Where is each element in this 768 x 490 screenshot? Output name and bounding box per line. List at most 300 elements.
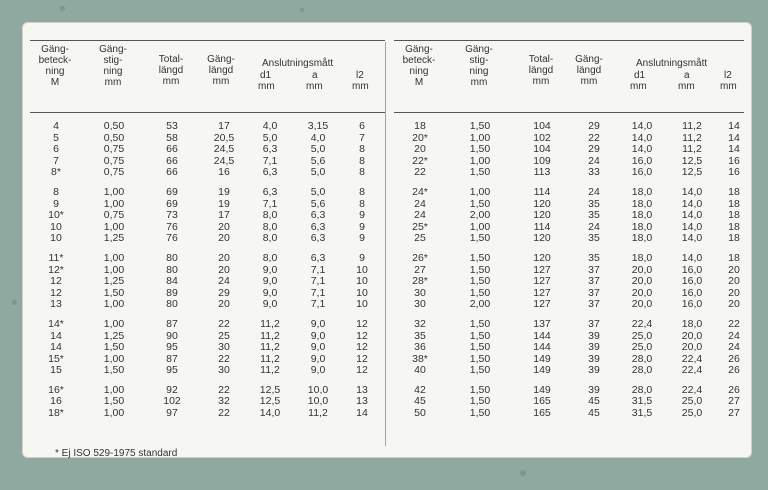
table-cell: 4,0 xyxy=(262,120,278,132)
col-header-total: Total- längd mm xyxy=(528,54,554,87)
table-cell: 35 xyxy=(588,232,600,245)
table-cell: 120 xyxy=(533,209,551,222)
table-cell: 7,1 xyxy=(262,197,278,210)
table-row xyxy=(30,143,385,155)
table-cell: 5,0 xyxy=(310,185,326,198)
table-cell: 14 xyxy=(50,341,62,354)
table-cell: 32 xyxy=(218,395,230,408)
table-row xyxy=(394,232,744,244)
table-cell: 6,3 xyxy=(262,143,278,156)
table-cell: 14,0 xyxy=(631,131,653,144)
table-cell: 53 xyxy=(166,120,178,132)
table-cell: 11,2 xyxy=(682,120,702,132)
table-cell: 39 xyxy=(588,352,600,365)
table-cell: 8,0 xyxy=(262,251,278,264)
table-cell: 9,0 xyxy=(310,329,326,342)
table-cell: 102 xyxy=(163,395,181,408)
table-cell: 66 xyxy=(166,166,178,179)
row-group xyxy=(394,384,744,419)
table-row xyxy=(30,384,385,396)
table-cell: 8 xyxy=(359,166,365,179)
row-group xyxy=(30,186,385,244)
table-cell: 120 xyxy=(533,197,551,210)
table-cell: 1,25 xyxy=(103,275,125,288)
table-cell: 10* xyxy=(48,209,64,222)
table-cell: 8,0 xyxy=(262,232,278,245)
table-cell: 18,0 xyxy=(631,220,653,233)
table-cell: 20,0 xyxy=(631,286,653,299)
table-cell: 1,50 xyxy=(103,286,125,299)
table-cell: 24 xyxy=(414,197,426,210)
table-cell: 15 xyxy=(50,364,62,377)
table-cell: 16 xyxy=(50,395,62,408)
table-cell: 27 xyxy=(728,395,740,408)
header-rule-top xyxy=(394,40,744,41)
table-cell: 11* xyxy=(48,251,64,264)
table-cell: 97 xyxy=(166,407,178,420)
table-cell: 1,50 xyxy=(469,166,491,179)
table-cell: 10 xyxy=(50,220,62,233)
table-cell: 20,0 xyxy=(681,341,703,354)
table-cell: 10 xyxy=(356,298,368,311)
table-cell: 6,3 xyxy=(310,232,326,245)
table-cell: 24 xyxy=(588,185,600,198)
table-cell: 9 xyxy=(359,251,365,264)
table-cell: 24 xyxy=(588,154,600,167)
table-cell: 19 xyxy=(218,197,230,210)
table-cell: 1,00 xyxy=(103,383,125,396)
table-cell: 22 xyxy=(728,317,740,330)
table-cell: 39 xyxy=(588,329,600,342)
row-group xyxy=(30,120,385,178)
table-cell: 9 xyxy=(359,209,365,222)
table-cell: 8 xyxy=(359,143,365,156)
table-cell: 120 xyxy=(533,251,551,264)
table-cell: 22 xyxy=(588,131,600,144)
table-cell: 37 xyxy=(588,263,600,276)
table-cell: 1,50 xyxy=(469,317,491,330)
table-cell: 20* xyxy=(412,131,428,144)
table-cell: 16,0 xyxy=(681,286,703,299)
table-row xyxy=(394,407,744,419)
table-cell: 14,0 xyxy=(681,220,703,233)
table-cell: 12,5 xyxy=(259,383,281,396)
table-row xyxy=(394,330,744,342)
table-cell: 69 xyxy=(166,185,178,198)
table-cell: 35 xyxy=(588,197,600,210)
table-row xyxy=(394,120,744,132)
table-cell: 12,5 xyxy=(259,395,281,408)
table-cell: 6 xyxy=(53,143,59,156)
table-cell: 14 xyxy=(50,329,62,342)
table-cell: 16* xyxy=(48,383,64,396)
table-cell: 90 xyxy=(166,329,178,342)
table-cell: 12 xyxy=(356,364,368,377)
col-header-ansl: Anslutningsmått xyxy=(636,58,708,69)
table-row xyxy=(394,353,744,365)
table-row xyxy=(30,364,385,376)
table-cell: 1,50 xyxy=(103,395,125,408)
table-cell: 4 xyxy=(53,120,59,132)
table-cell: 6 xyxy=(359,120,365,132)
table-cell: 73 xyxy=(166,209,178,222)
table-cell: 113 xyxy=(533,166,551,179)
row-group xyxy=(30,384,385,419)
table-row xyxy=(30,132,385,144)
table-cell: 18,0 xyxy=(631,197,653,210)
table-cell: 20 xyxy=(218,251,230,264)
table-cell: 14,0 xyxy=(681,251,703,264)
table-cell: 1,50 xyxy=(469,120,491,132)
table-cell: 7,1 xyxy=(310,263,326,276)
table-row xyxy=(30,353,385,365)
table-cell: 12 xyxy=(356,329,368,342)
unit-l2: mm xyxy=(352,81,369,92)
row-group xyxy=(394,120,744,178)
table-cell: 38* xyxy=(412,352,428,365)
table-cell: 10,0 xyxy=(307,395,329,408)
table-cell: 9,0 xyxy=(310,317,326,330)
table-cell: 37 xyxy=(588,317,600,330)
table-cell: 11,2 xyxy=(308,407,328,420)
table-row xyxy=(30,186,385,198)
table-cell: 13 xyxy=(356,395,368,408)
table-cell: 9 xyxy=(359,220,365,233)
table-cell: 25,0 xyxy=(681,407,703,420)
table-cell: 32 xyxy=(414,317,426,330)
table-cell: 2,00 xyxy=(469,209,491,222)
row-group xyxy=(394,252,744,310)
table-row xyxy=(394,275,744,287)
col-header-thread: Gäng- längd mm xyxy=(207,54,235,87)
table-cell: 31,5 xyxy=(631,395,653,408)
table-cell: 14,0 xyxy=(631,120,653,132)
table-cell: 1,00 xyxy=(103,298,125,311)
table-cell: 127 xyxy=(533,275,551,288)
table-cell: 18* xyxy=(48,407,64,420)
table-cell: 10 xyxy=(356,286,368,299)
table-cell: 8 xyxy=(53,185,59,198)
table-cell: 84 xyxy=(166,275,178,288)
table-cell: 18,0 xyxy=(631,232,653,245)
table-cell: 1,50 xyxy=(103,341,125,354)
table-cell: 18 xyxy=(728,209,740,222)
table-cell: 29 xyxy=(218,286,230,299)
table-cell: 25,0 xyxy=(681,395,703,408)
table-cell: 127 xyxy=(533,286,551,299)
table-cell: 144 xyxy=(533,329,551,342)
table-cell: 1,50 xyxy=(469,364,491,377)
table-row xyxy=(394,209,744,221)
unit-a: mm xyxy=(678,81,695,92)
table-cell: 20 xyxy=(218,298,230,311)
table-cell: 11,2 xyxy=(260,329,280,342)
table-cell: 26 xyxy=(728,352,740,365)
table-cell: 3,15 xyxy=(307,120,329,132)
table-cell: 1,00 xyxy=(469,131,491,144)
table-row xyxy=(30,252,385,264)
unit-d1: mm xyxy=(630,81,647,92)
table-cell: 1,00 xyxy=(469,220,491,233)
row-group xyxy=(394,186,744,244)
table-cell: 1,50 xyxy=(469,263,491,276)
table-row xyxy=(30,341,385,353)
table-row xyxy=(394,155,744,167)
table-cell: 0,75 xyxy=(103,166,125,179)
table-row xyxy=(30,318,385,330)
table-cell: 33 xyxy=(588,166,600,179)
table-cell: 76 xyxy=(166,232,178,245)
table-cell: 14,0 xyxy=(631,143,653,156)
table-cell: 8 xyxy=(359,197,365,210)
table-cell: 27 xyxy=(414,263,426,276)
table-cell: 26 xyxy=(728,364,740,377)
table-cell: 11,2 xyxy=(260,341,280,354)
table-cell: 14,0 xyxy=(681,232,703,245)
table-cell: 92 xyxy=(166,383,178,396)
col-header-m: Gäng- beteck- ning M xyxy=(402,44,436,88)
table-cell: 6,3 xyxy=(262,185,278,198)
table-cell: 31,5 xyxy=(631,407,653,420)
table-cell: 109 xyxy=(533,154,551,167)
table-cell: 20 xyxy=(414,143,426,156)
table-cell: 6,3 xyxy=(310,251,326,264)
table-cell: 26* xyxy=(412,251,428,264)
table-cell: 9,0 xyxy=(262,298,278,311)
table-cell: 18,0 xyxy=(631,251,653,264)
table-cell: 25,0 xyxy=(631,329,653,342)
table-cell: 35 xyxy=(588,251,600,264)
col-header-a: a xyxy=(684,70,690,81)
table-cell: 20 xyxy=(728,286,740,299)
table-cell: 14,0 xyxy=(259,407,281,420)
col-header-d1: d1 xyxy=(634,70,646,81)
table-cell: 8 xyxy=(359,154,365,167)
table-cell: 8,0 xyxy=(262,209,278,222)
table-row xyxy=(394,384,744,396)
table-cell: 5,0 xyxy=(310,166,326,179)
table-cell: 1,00 xyxy=(103,220,125,233)
table-cell: 28,0 xyxy=(631,383,653,396)
col-header-thread: Gäng- längd mm xyxy=(575,54,603,87)
table-cell: 24 xyxy=(588,220,600,233)
footnote: * Ej ISO 529-1975 standard xyxy=(55,448,178,459)
table-cell: 27 xyxy=(728,407,740,420)
table-cell: 12 xyxy=(356,352,368,365)
table-cell: 13 xyxy=(356,383,368,396)
table-cell: 18 xyxy=(728,185,740,198)
table-cell: 5,6 xyxy=(310,197,326,210)
table-cell: 45 xyxy=(588,407,600,420)
unit-l2: mm xyxy=(720,81,737,92)
table-cell: 1,50 xyxy=(469,383,491,396)
table-cell: 16,0 xyxy=(631,166,653,179)
table-cell: 14 xyxy=(356,407,368,420)
table-cell: 9,0 xyxy=(262,286,278,299)
table-cell: 37 xyxy=(588,275,600,288)
table-row xyxy=(30,298,385,310)
header-rule-top xyxy=(30,40,385,41)
table-cell: 30 xyxy=(414,286,426,299)
table-row xyxy=(30,221,385,233)
table-cell: 35 xyxy=(588,209,600,222)
table-cell: 10 xyxy=(356,263,368,276)
table-cell: 40 xyxy=(414,364,426,377)
table-cell: 5 xyxy=(53,131,59,144)
col-header-total: Total- längd mm xyxy=(158,54,184,87)
table-cell: 22 xyxy=(414,166,426,179)
table-cell: 5,0 xyxy=(262,131,278,144)
table-cell: 16,0 xyxy=(681,275,703,288)
table-cell: 7,1 xyxy=(310,275,326,288)
table-row xyxy=(394,364,744,376)
table-cell: 13 xyxy=(50,298,62,311)
table-row xyxy=(30,120,385,132)
table-cell: 11,2 xyxy=(260,352,280,365)
table-cell: 12 xyxy=(356,341,368,354)
header-rule-bottom xyxy=(30,112,385,113)
table-row xyxy=(30,198,385,210)
table-cell: 69 xyxy=(166,197,178,210)
right-rows xyxy=(394,120,744,427)
table-cell: 16,0 xyxy=(631,154,653,167)
table-row xyxy=(30,407,385,419)
table-cell: 24 xyxy=(414,209,426,222)
table-cell: 22 xyxy=(218,407,230,420)
table-cell: 14,0 xyxy=(681,185,703,198)
table-cell: 11,2 xyxy=(682,131,702,144)
table-cell: 1,50 xyxy=(469,197,491,210)
table-cell: 66 xyxy=(166,143,178,156)
table-cell: 8,0 xyxy=(262,220,278,233)
table-cell: 11,2 xyxy=(260,317,280,330)
table-row xyxy=(30,330,385,342)
table-cell: 50 xyxy=(414,407,426,420)
table-cell: 1,50 xyxy=(469,341,491,354)
table-cell: 24,5 xyxy=(213,154,235,167)
table-cell: 104 xyxy=(533,120,551,132)
table-cell: 102 xyxy=(533,131,551,144)
table-cell: 0,75 xyxy=(103,154,125,167)
table-cell: 14 xyxy=(728,143,740,156)
table-cell: 22 xyxy=(218,383,230,396)
table-cell: 127 xyxy=(533,263,551,276)
table-cell: 25 xyxy=(414,232,426,245)
table-cell: 1,50 xyxy=(469,251,491,264)
table-cell: 9,0 xyxy=(310,364,326,377)
table-cell: 11,2 xyxy=(260,364,280,377)
table-cell: 2,00 xyxy=(469,298,491,311)
table-cell: 24 xyxy=(218,275,230,288)
table-cell: 45 xyxy=(588,395,600,408)
table-cell: 16,0 xyxy=(681,298,703,311)
table-row xyxy=(394,143,744,155)
table-cell: 12 xyxy=(356,317,368,330)
table-cell: 0,75 xyxy=(103,143,125,156)
table-cell: 18,0 xyxy=(631,209,653,222)
table-cell: 87 xyxy=(166,352,178,365)
table-cell: 1,25 xyxy=(103,329,125,342)
table-cell: 10 xyxy=(50,232,62,245)
table-cell: 1,50 xyxy=(469,275,491,288)
table-cell: 1,00 xyxy=(103,197,125,210)
table-cell: 22 xyxy=(218,352,230,365)
table-cell: 6,3 xyxy=(262,166,278,179)
table-cell: 165 xyxy=(533,407,551,420)
row-group xyxy=(30,318,385,376)
table-cell: 29 xyxy=(588,120,600,132)
table-cell: 9,0 xyxy=(310,352,326,365)
table-cell: 36 xyxy=(414,341,426,354)
table-row xyxy=(394,221,744,233)
table-cell: 1,50 xyxy=(469,395,491,408)
table-cell: 22,4 xyxy=(681,364,703,377)
table-cell: 26 xyxy=(728,383,740,396)
table-cell: 149 xyxy=(533,364,551,377)
table-cell: 15* xyxy=(48,352,64,365)
table-row xyxy=(30,209,385,221)
table-row xyxy=(394,186,744,198)
table-cell: 137 xyxy=(533,317,551,330)
col-header-m: Gäng- beteck- ning M xyxy=(38,44,72,88)
table-cell: 9 xyxy=(359,232,365,245)
table-cell: 1,50 xyxy=(469,286,491,299)
table-cell: 1,00 xyxy=(103,352,125,365)
table-cell: 1,00 xyxy=(103,251,125,264)
table-cell: 39 xyxy=(588,383,600,396)
table-cell: 114 xyxy=(533,220,551,233)
table-row xyxy=(394,318,744,330)
table-cell: 1,00 xyxy=(103,185,125,198)
table-cell: 24 xyxy=(728,341,740,354)
table-cell: 16 xyxy=(728,154,740,167)
table-cell: 20,0 xyxy=(631,298,653,311)
table-cell: 12* xyxy=(48,263,64,276)
table-cell: 76 xyxy=(166,220,178,233)
table-cell: 165 xyxy=(533,395,551,408)
table-cell: 80 xyxy=(166,251,178,264)
table-cell: 1,00 xyxy=(103,407,125,420)
unit-d1: mm xyxy=(258,81,275,92)
table-cell: 7,1 xyxy=(310,298,326,311)
table-cell: 6,3 xyxy=(310,209,326,222)
col-header-pitch: Gäng- stig- ning mm xyxy=(465,44,493,88)
table-cell: 24 xyxy=(728,329,740,342)
table-cell: 80 xyxy=(166,298,178,311)
center-divider xyxy=(385,42,386,446)
table-cell: 20 xyxy=(728,275,740,288)
table-row xyxy=(394,395,744,407)
table-cell: 127 xyxy=(533,298,551,311)
table-cell: 10,0 xyxy=(307,383,329,396)
table-cell: 20,0 xyxy=(681,329,703,342)
table-cell: 18 xyxy=(414,120,426,132)
table-cell: 39 xyxy=(588,341,600,354)
table-row xyxy=(394,252,744,264)
table-cell: 22* xyxy=(412,154,428,167)
table-cell: 42 xyxy=(414,383,426,396)
table-cell: 144 xyxy=(533,341,551,354)
table-cell: 30 xyxy=(218,341,230,354)
table-cell: 17 xyxy=(218,209,230,222)
table-cell: 22,4 xyxy=(681,352,703,365)
table-row xyxy=(30,232,385,244)
table-cell: 1,50 xyxy=(469,143,491,156)
table-cell: 14,0 xyxy=(681,197,703,210)
table-row xyxy=(30,287,385,299)
header-rule-bottom xyxy=(394,112,744,113)
table-cell: 7,1 xyxy=(310,286,326,299)
